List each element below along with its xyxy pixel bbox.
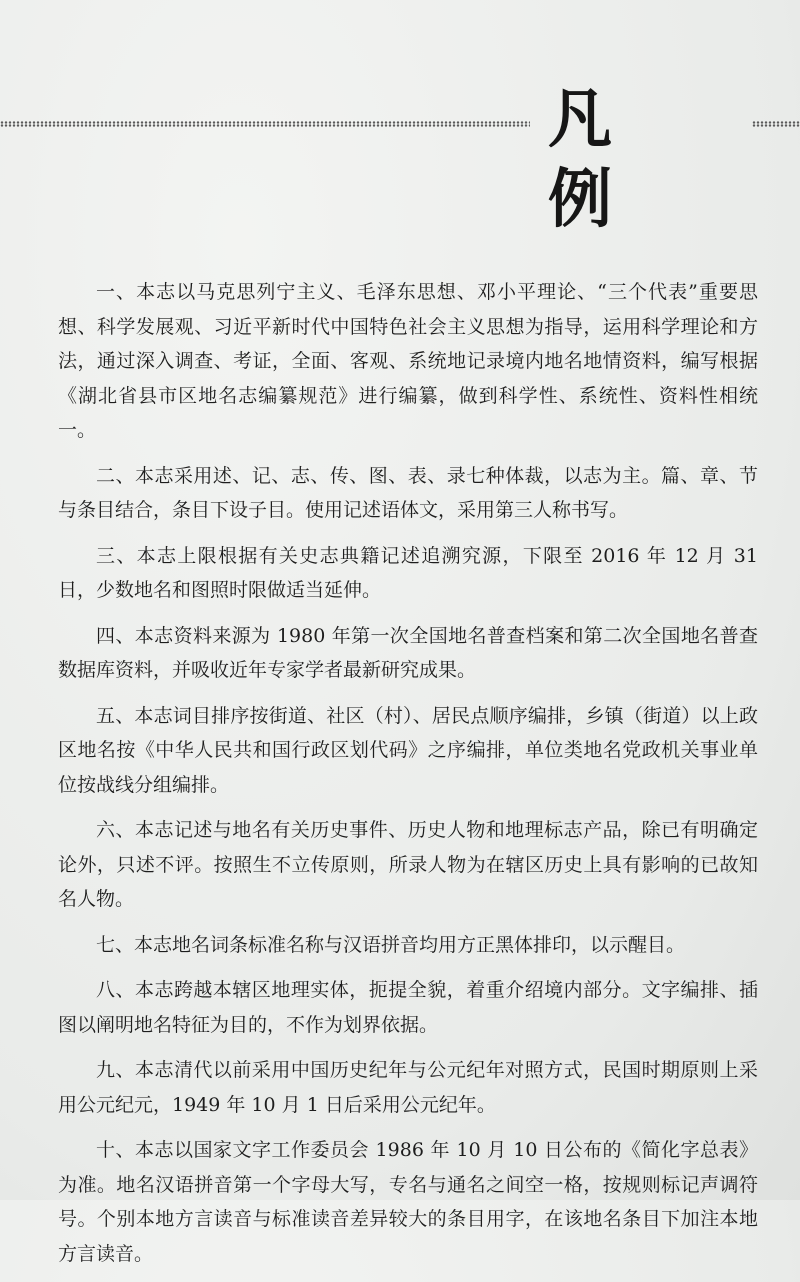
paragraph-8: 八、本志跨越本辖区地理实体，扼提全貌，着重介绍境内部分。文字编排、插图以阐明地名特征为目的，不作为划界依据。 (58, 979, 758, 1036)
header-rule-right (752, 121, 800, 127)
paragraph-9: 九、本志清代以前采用中国历史纪年与公元纪年对照方式，民国时期原则上采用公元纪元，1949 年 10 月 1 日后采用公元纪年。 (58, 1059, 758, 1116)
paragraph-5: 五、本志词目排序按街道、社区（村）、居民点顺序编排，乡镇（街道）以上政区地名按《中华人民共和国行政区划代码》之序编排，单位类地名党政机关事业单位按战线分组编排。 (58, 704, 758, 796)
paragraph-6: 六、本志记述与地名有关历史事件、历史人物和地理标志产品，除已有明确定论外，只述不评。按照生不立传原则，所录人物为在辖区历史上具有影响的已故知名人物。 (58, 819, 758, 910)
paragraph-10: 十、本志以国家文字工作委员会 1986 年 10 月 10 日公布的《简化字总表》为准。地名汉语拼音第一个字母大写，专名与通名之间空一格，按规则标记声调符号。个别本地方言读音与标准读音差异较大的条目用字，在该地名条目下加注本地方言读音。 (58, 1139, 758, 1265)
header-rule-left (0, 121, 530, 127)
paragraph-3: 三、本志上限根据有关史志典籍记述追溯究源，下限至 2016 年 12 月 31 日，少数地名和图照时限做适当延伸。 (58, 544, 758, 601)
paragraph-7: 七、本志地名词条标准名称与汉语拼音均用方正黑体排印，以示醒目。 (96, 933, 686, 956)
page-title: 凡 例 (548, 82, 650, 237)
paragraph-4: 四、本志资料来源为 1980 年第一次全国地名普查档案和第二次全国地名普查数据库资料，并吸收近年专家学者最新研究成果。 (58, 624, 758, 681)
body-text (58, 275, 758, 1282)
paragraph-1: 一、本志以马克思列宁主义、毛泽东思想、邓小平理论、“三个代表”重要思想、科学发展观、习近平新时代中国特色社会主义思想为指导，运用科学理论和方法，通过深入调查、考证，全面、客观、系统地记录境内地名地情资料，编写根据《湖北省县市区地名志编纂规范》进行编纂，做到科学性、系统性、资料性相统一。 (58, 281, 758, 441)
paragraph-2: 二、本志采用述、记、志、传、图、表、录七种体裁，以志为主。篇、章、节与条目结合，条目下设子目。使用记述语体文，采用第三人称书写。 (58, 464, 758, 521)
